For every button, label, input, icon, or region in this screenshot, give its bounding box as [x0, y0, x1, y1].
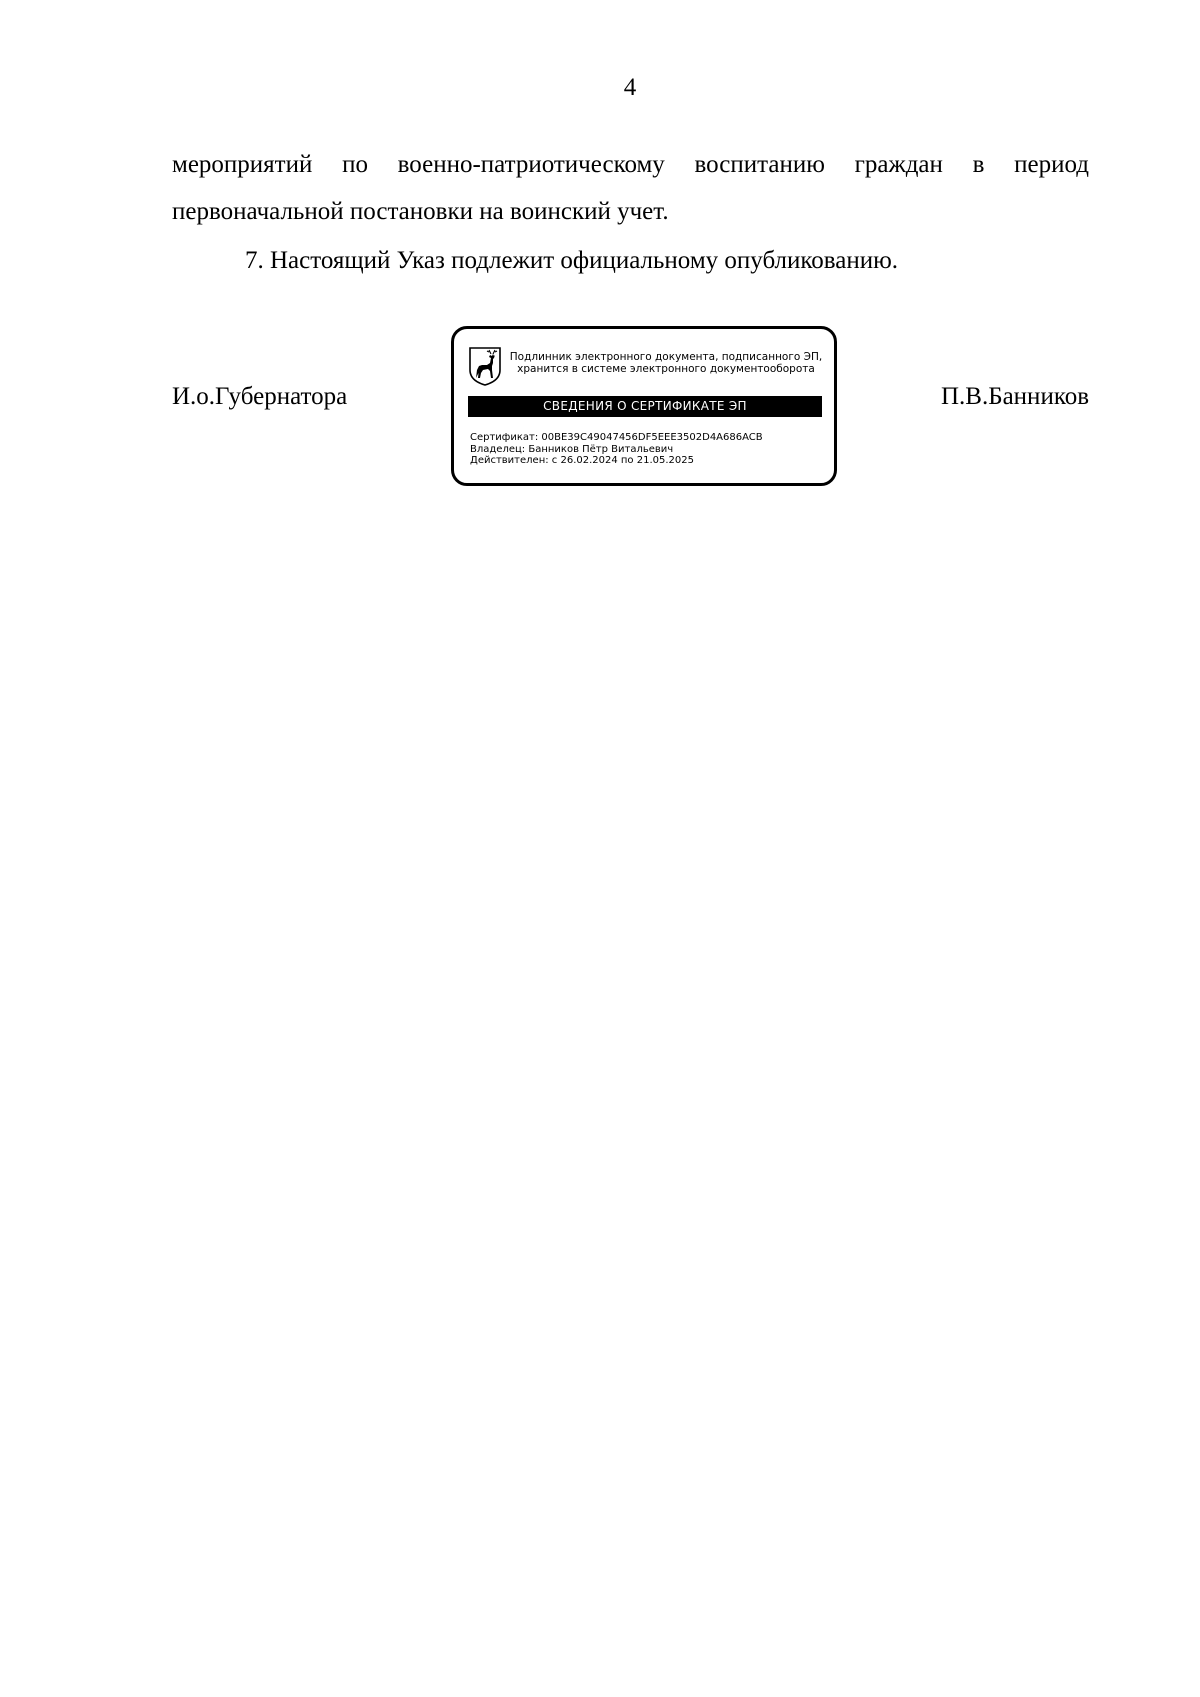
signer-name: П.В.Банников	[941, 383, 1089, 410]
electronic-signature-stamp	[451, 326, 837, 486]
stamp-details	[470, 432, 763, 467]
stamp-header-line-2: хранится в системе электронного документооборота	[517, 363, 815, 375]
signer-title: И.о.Губернатора	[172, 383, 348, 410]
paragraph-line-1: мероприятий по военно-патриотическому воспитанию граждан в период	[172, 151, 1089, 178]
paragraph-item-7: 7. Настоящий Указ подлежит официальному опубликованию.	[245, 247, 899, 274]
stamp-header-line-1: Подлинник электронного документа, подписанного ЭП,	[509, 351, 823, 363]
stamp-certificate-number: Сертификат: 00BE39C49047456DF5EEE3502D4A686ACB	[470, 432, 763, 443]
stamp-owner: Владелец: Банников Пётр Витальевич	[470, 443, 674, 455]
deer-coat-of-arms-icon	[468, 346, 502, 386]
stamp-certificate-bar: СВЕДЕНИЯ О СЕРТИФИКАТЕ ЭП	[468, 396, 822, 417]
stamp-header	[506, 351, 826, 375]
page-number: 4	[623, 74, 637, 101]
paragraph-continued	[172, 141, 1089, 235]
paragraph-line-2: первоначальной постановки на воинский учет.	[172, 198, 669, 225]
stamp-validity: Действителен: с 26.02.2024 по 21.05.2025	[470, 455, 694, 466]
